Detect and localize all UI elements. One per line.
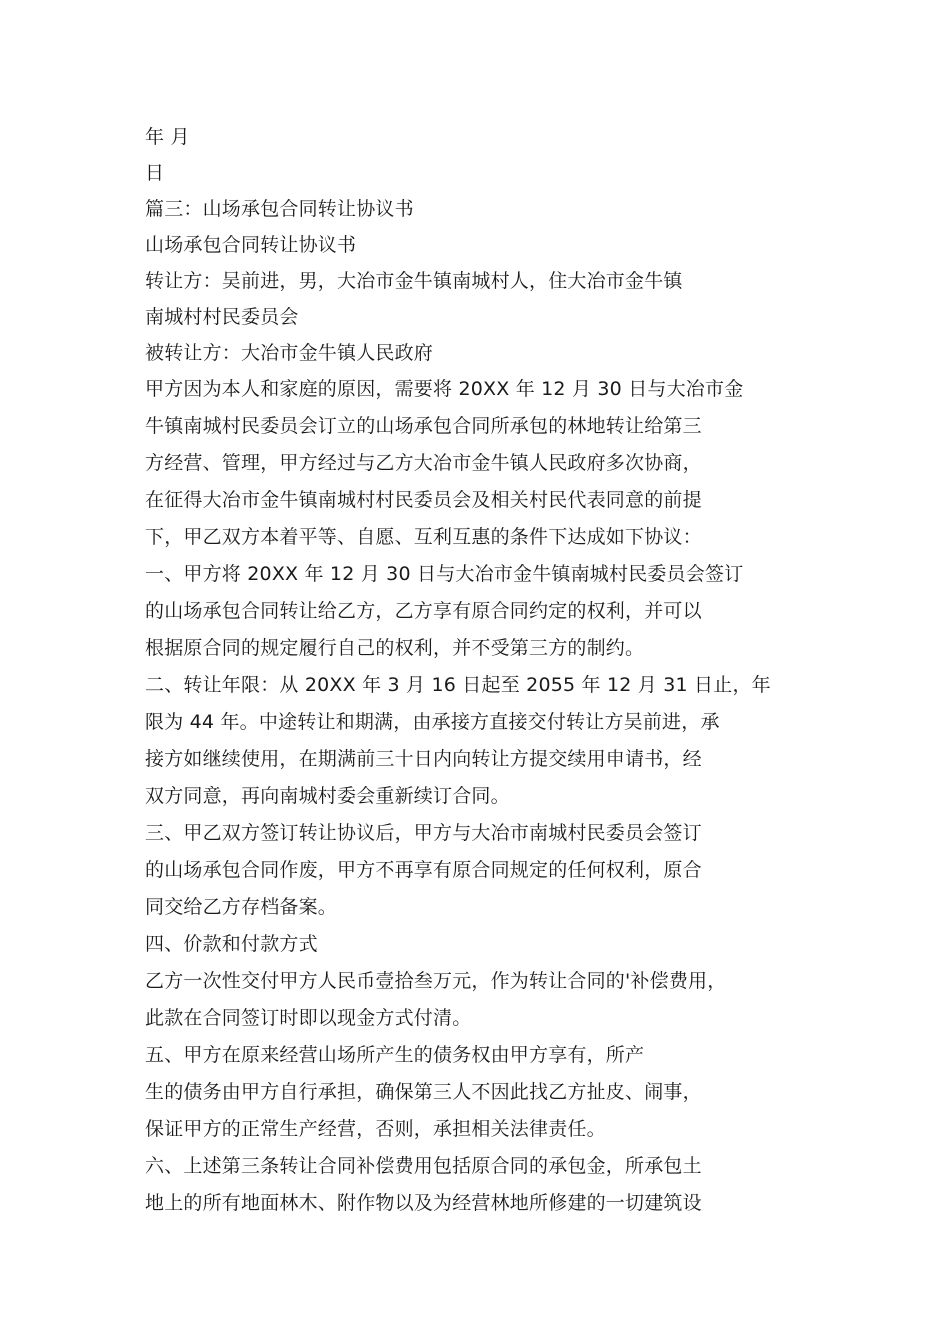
paragraph-line: 在征得大冶市金牛镇南城村村民委员会及相关村民代表同意的前提 <box>145 489 702 511</box>
clause-4-heading: 四、价款和付款方式 <box>145 933 318 955</box>
document-title: 山场承包合同转让协议书 <box>145 234 357 256</box>
clause-4-line: 此款在合同签订时即以现金方式付清。 <box>145 1007 472 1029</box>
clause-2-line: 二、转让年限：从 20XX 年 3 月 16 日起至 2055 年 12 月 31 日止，年 <box>145 674 771 696</box>
clause-1-line: 一、甲方将 20XX 年 12 月 30 日与大冶市金牛镇南城村民委员会签订 <box>145 563 744 585</box>
paragraph-line: 方经营、管理，甲方经过与乙方大冶市金牛镇人民政府多次协商， <box>145 452 702 474</box>
clause-2-line: 双方同意，再向南城村委会重新续订合同。 <box>145 785 510 807</box>
clause-2-line: 限为 44 年。中途转让和期满，由承接方直接交付转让方吴前进，承 <box>145 711 720 733</box>
transferor-line: 转让方：吴前进，男，大冶市金牛镇南城村人，住大冶市金牛镇 <box>145 270 683 292</box>
document-body <box>145 119 825 1222</box>
date-line-year-month: 年 月 <box>145 126 190 148</box>
clause-4-line: 乙方一次性交付甲方人民币壹拾叁万元，作为转让合同的'补偿费用， <box>145 970 727 992</box>
clause-5-line: 生的债务由甲方自行承担，确保第三人不因此找乙方扯皮、闹事， <box>145 1081 702 1103</box>
paragraph-line: 牛镇南城村民委员会订立的山场承包合同所承包的林地转让给第三 <box>145 415 702 437</box>
transferee-line: 被转让方：大冶市金牛镇人民政府 <box>145 342 434 364</box>
clause-2-line: 接方如继续使用，在期满前三十日内向转让方提交续用申请书，经 <box>145 748 702 770</box>
section-heading: 篇三：山场承包合同转让协议书 <box>145 198 414 220</box>
date-line-day: 日 <box>145 162 165 184</box>
paragraph-line: 下，甲乙双方本着平等、自愿、互利互惠的条件下达成如下协议： <box>145 526 702 548</box>
transferor-line-cont: 南城村村民委员会 <box>145 306 299 328</box>
clause-3-line: 同交给乙方存档备案。 <box>145 896 338 918</box>
clause-6-line: 地上的所有地面林木、附作物以及为经营林地所修建的一切建筑设 <box>145 1192 702 1214</box>
clause-3-line: 三、甲乙双方签订转让协议后，甲方与大冶市南城村民委员会签订 <box>145 822 702 844</box>
clause-1-line: 的山场承包合同转让给乙方，乙方享有原合同约定的权利，并可以 <box>145 600 702 622</box>
clause-6-line: 六、上述第三条转让合同补偿费用包括原合同的承包金，所承包土 <box>145 1155 702 1177</box>
paragraph-line: 甲方因为本人和家庭的原因，需要将 20XX 年 12 月 30 日与大冶市金 <box>145 378 744 400</box>
clause-3-line: 的山场承包合同作废，甲方不再享有原合同规定的任何权利，原合 <box>145 859 702 881</box>
clause-5-line: 五、甲方在原来经营山场所产生的债务权由甲方享有，所产 <box>145 1044 645 1066</box>
clause-5-line: 保证甲方的正常生产经营，否则，承担相关法律责任。 <box>145 1118 606 1140</box>
clause-1-line: 根据原合同的规定履行自己的权利，并不受第三方的制约。 <box>145 637 645 659</box>
